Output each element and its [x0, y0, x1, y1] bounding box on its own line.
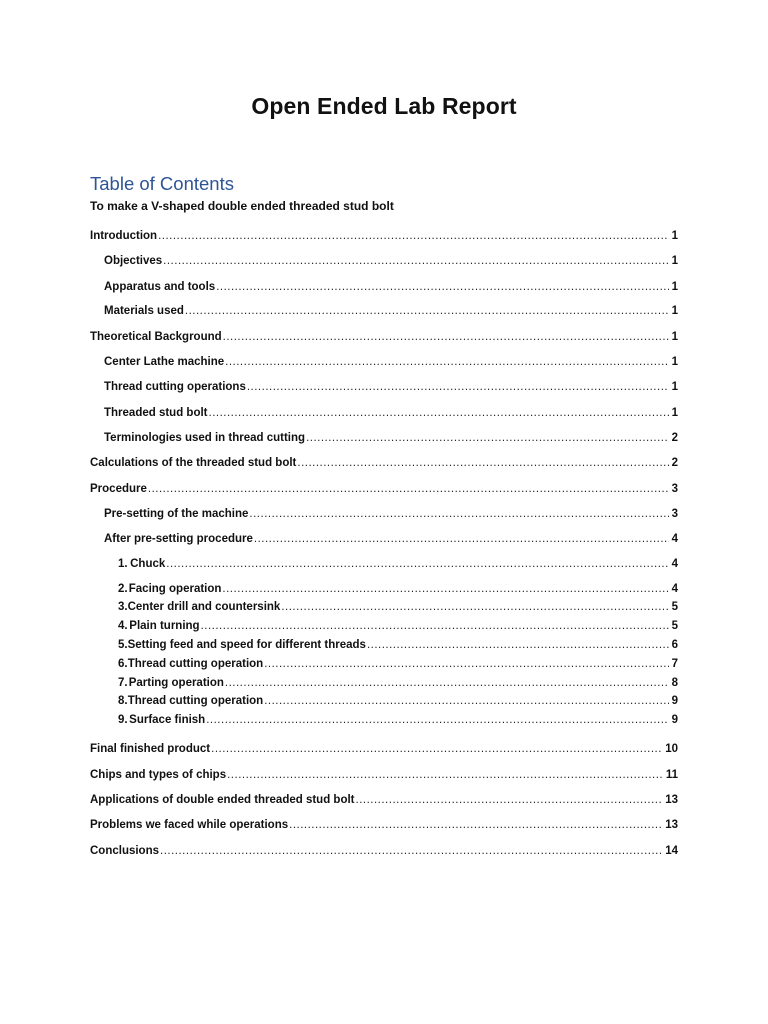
toc-dot-leader — [227, 767, 663, 783]
toc-dot-leader — [201, 618, 669, 634]
toc-entry-label: Surface finish — [129, 714, 206, 726]
toc-entry-number: 9. — [118, 714, 128, 726]
toc-dot-leader — [160, 843, 662, 859]
toc-entry-number: 8. — [118, 695, 128, 707]
toc-entry-page: 3 — [671, 483, 678, 495]
toc-entry-page: 1 — [671, 356, 678, 368]
toc-entry-label: Procedure — [90, 483, 147, 495]
toc-entry[interactable] — [90, 741, 678, 757]
toc-dot-leader — [222, 581, 668, 597]
toc-entry-label: Applications of double ended threaded stud bolt — [90, 794, 355, 806]
toc-entry-page: 2 — [671, 432, 678, 444]
toc-entry[interactable] — [90, 843, 678, 859]
toc-entry[interactable] — [104, 303, 678, 319]
toc-entry-page: 9 — [671, 695, 678, 707]
toc-dot-leader — [306, 430, 669, 446]
toc-entry-label: Conclusions — [90, 845, 160, 857]
toc-entry-label: Chips and types of chips — [90, 769, 227, 781]
toc-entry-label: Facing operation — [128, 583, 222, 595]
toc-entry-page: 14 — [665, 845, 678, 857]
toc-dot-leader — [225, 675, 669, 691]
toc-entry[interactable] — [118, 556, 678, 572]
toc-entry-label: Chuck — [130, 558, 166, 570]
toc-entry[interactable] — [104, 430, 678, 446]
toc-entry-page: 4 — [671, 533, 678, 545]
toc-entry-page: 13 — [665, 819, 678, 831]
toc-entry-number: 6. — [118, 658, 128, 670]
toc-entry-page: 5 — [671, 620, 678, 632]
toc-entry-page: 1 — [671, 255, 678, 267]
toc-dot-leader — [166, 556, 668, 572]
toc-entry-label: Terminologies used in thread cutting — [104, 432, 306, 444]
document-title: Open Ended Lab Report — [251, 93, 517, 119]
toc-entry-number: 4. — [118, 620, 128, 632]
toc-entry-label: Pre-setting of the machine — [104, 508, 249, 520]
toc-dot-leader — [158, 228, 669, 244]
toc-entry[interactable] — [118, 675, 678, 691]
toc-entry[interactable] — [104, 253, 678, 269]
toc-entry[interactable] — [104, 279, 678, 295]
toc-entry-label: Parting operation — [128, 677, 224, 689]
toc-entry-page: 4 — [671, 558, 678, 570]
toc-entry-label: Center drill and countersink — [127, 601, 281, 613]
toc-entry-page: 5 — [671, 601, 678, 613]
toc-entry-label: Final finished product — [90, 743, 211, 755]
toc-dot-leader — [289, 817, 662, 833]
toc-dot-leader — [148, 481, 669, 497]
toc-entry-page: 8 — [671, 677, 678, 689]
toc-entry[interactable] — [104, 405, 678, 421]
toc-entry-label: After pre-setting procedure — [104, 533, 253, 545]
toc-dot-leader — [281, 599, 668, 615]
toc-entry[interactable] — [118, 712, 678, 728]
toc-entry[interactable] — [118, 637, 678, 653]
toc-entry-label: Objectives — [104, 255, 163, 267]
toc-entry-page: 2 — [671, 457, 678, 469]
toc-dot-leader — [223, 329, 669, 345]
toc-dot-leader — [254, 531, 669, 547]
toc-dot-leader — [185, 303, 669, 319]
toc-entry[interactable] — [118, 581, 678, 597]
toc-dot-leader — [297, 455, 668, 471]
toc-entry-number: 2. — [118, 583, 128, 595]
toc-entry[interactable] — [104, 379, 678, 395]
toc-entry-page: 1 — [671, 381, 678, 393]
toc-entry[interactable] — [90, 767, 678, 783]
toc-entry-page: 1 — [671, 407, 678, 419]
toc-entry-page: 6 — [671, 639, 678, 651]
toc-entry-label: Threaded stud bolt — [104, 407, 208, 419]
toc-dot-leader — [367, 637, 669, 653]
toc-entry[interactable] — [90, 792, 678, 808]
toc-entry-label: Apparatus and tools — [104, 281, 216, 293]
toc-entry[interactable] — [90, 481, 678, 497]
toc-entry-page: 3 — [671, 508, 678, 520]
toc-entry[interactable] — [90, 329, 678, 345]
toc-dot-leader — [247, 379, 669, 395]
toc-entry-label: Thread cutting operation — [127, 658, 264, 670]
toc-entry-label: Materials used — [104, 305, 184, 317]
toc-dot-leader — [209, 405, 669, 421]
toc-entry-label: Thread cutting operations — [104, 381, 246, 393]
toc-dot-leader — [264, 656, 668, 672]
toc-dot-leader — [225, 354, 668, 370]
toc-entry-page: 1 — [671, 281, 678, 293]
toc-heading: Table of Contents — [90, 173, 234, 194]
toc-entry-page: 13 — [665, 794, 678, 806]
toc-entry[interactable] — [118, 599, 678, 615]
toc-entry-page: 7 — [671, 658, 678, 670]
toc-entry-page: 1 — [671, 305, 678, 317]
toc-entry[interactable] — [90, 817, 678, 833]
toc-entry[interactable] — [90, 228, 678, 244]
toc-subtitle: To make a V-shaped double ended threaded stud bolt — [90, 199, 394, 213]
toc-dot-leader — [249, 506, 668, 522]
toc-entry-number: 5. — [118, 639, 128, 651]
toc-entry-page: 1 — [671, 331, 678, 343]
toc-entry[interactable] — [118, 656, 678, 672]
toc-entry-label: Theoretical Background — [90, 331, 222, 343]
toc-entry-page: 9 — [671, 714, 678, 726]
toc-entry-number: 1. — [118, 558, 128, 570]
toc-entry-label: Plain turning — [129, 620, 200, 632]
toc-entry-page: 4 — [671, 583, 678, 595]
toc-entry[interactable] — [104, 531, 678, 547]
toc-entry[interactable] — [104, 506, 678, 522]
toc-dot-leader — [206, 712, 668, 728]
toc-entry[interactable] — [90, 455, 678, 471]
toc-dot-leader — [163, 253, 668, 269]
toc-entry-number: 3. — [118, 601, 128, 613]
toc-dot-leader — [211, 741, 662, 757]
toc-entry[interactable] — [104, 354, 678, 370]
toc-dot-leader — [216, 279, 668, 295]
toc-entry-number: 7. — [118, 677, 128, 689]
toc-dot-leader — [264, 693, 668, 709]
toc-entry-label: Setting feed and speed for different threads — [127, 639, 366, 651]
toc-entry-label: Center Lathe machine — [104, 356, 225, 368]
toc-entry-page: 1 — [671, 230, 678, 242]
toc-entry-page: 10 — [665, 743, 678, 755]
toc-dot-leader — [356, 792, 663, 808]
toc-entry-label: Thread cutting operation — [127, 695, 264, 707]
toc-entry[interactable] — [118, 693, 678, 709]
toc-entry-page: 11 — [665, 769, 678, 781]
toc-entry[interactable] — [118, 618, 678, 634]
toc-entry-label: Problems we faced while operations — [90, 819, 289, 831]
toc-entry-label: Calculations of the threaded stud bolt — [90, 457, 297, 469]
toc-entry-label: Introduction — [90, 230, 158, 242]
